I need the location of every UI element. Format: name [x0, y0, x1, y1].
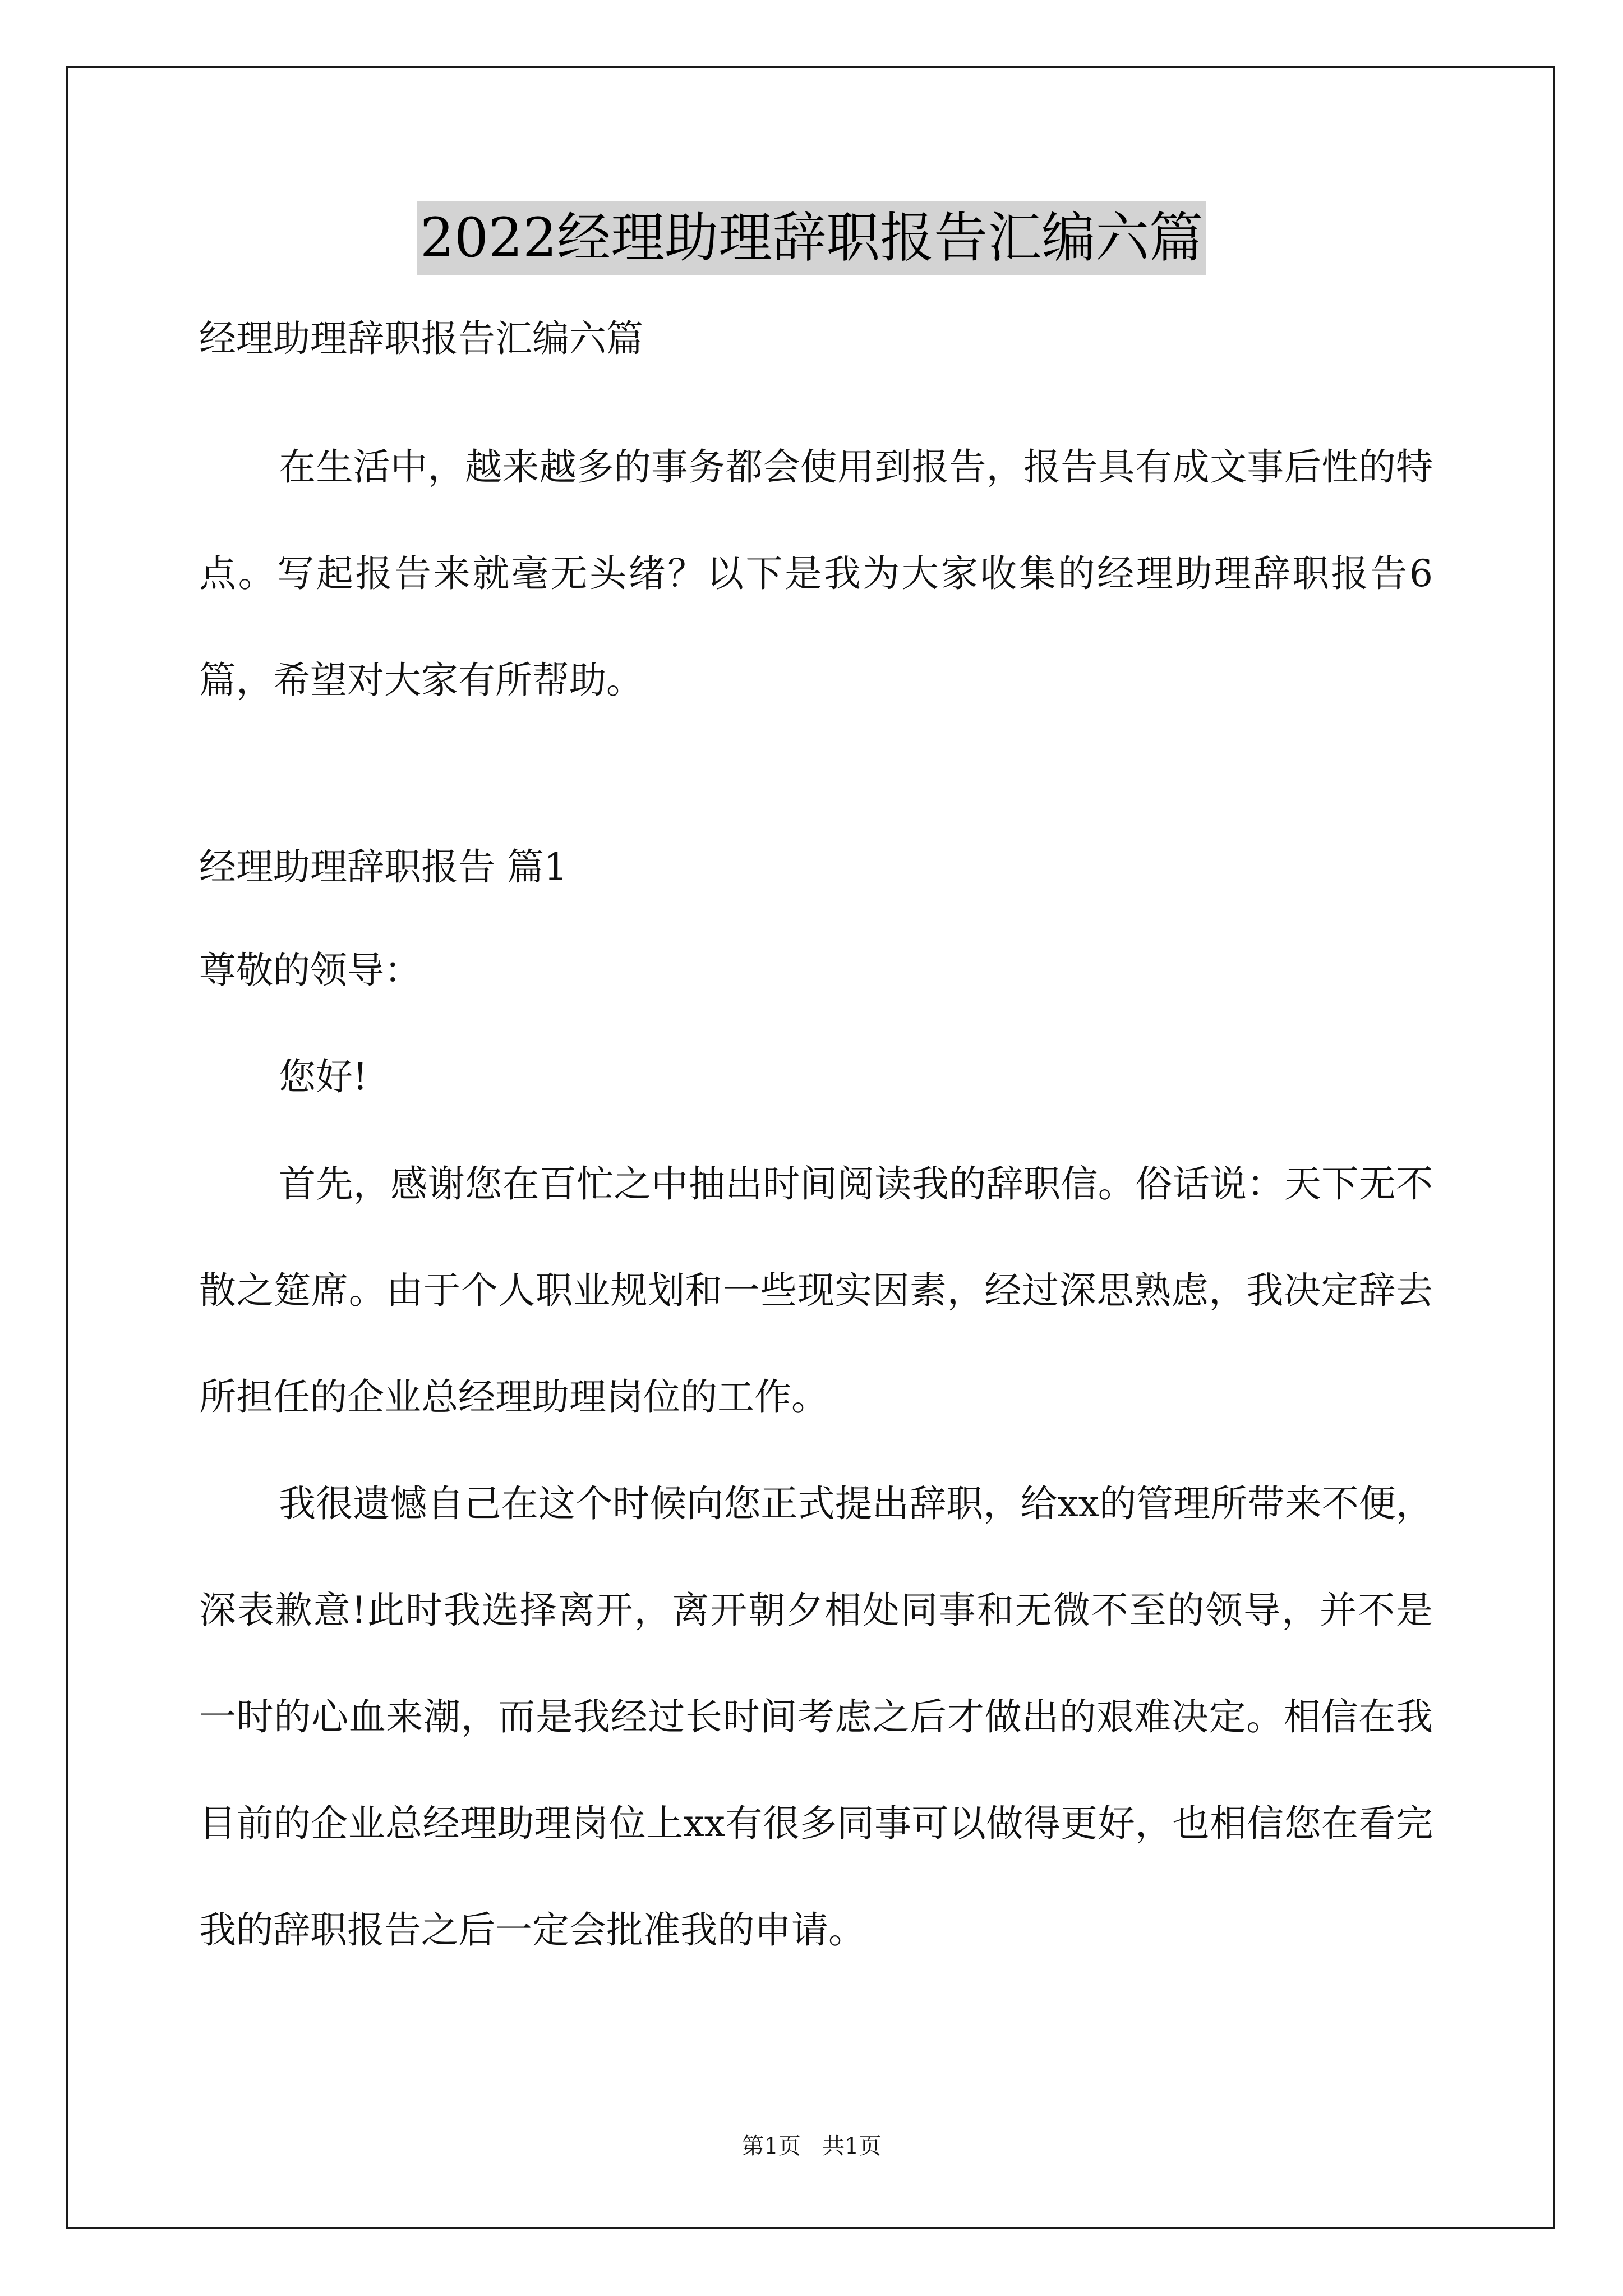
intro-paragraph: 在生活中，越来越多的事务都会使用到报告，报告具有成文事后性的特点。写起报告来就毫无头绪？以下是我为大家收集的经理助理辞职报告6篇，希望对大家有所帮助。 — [199, 445, 1433, 702]
body-paragraph-1: 首先，感谢您在百忙之中抽出时间阅读我的辞职信。俗话说：天下无不散之筵席。由于个人职业规划和一些现实因素，经过深思熟虑，我决定辞去所担任的企业总经理助理岗位的工作。 — [199, 1162, 1433, 1419]
salutation-line: 您好! — [279, 1055, 368, 1098]
body-paragraph-2: 我很遗憾自己在这个时候向您正式提出辞职，给xx的管理所带来不便，深表歉意!此时我选择离开，离开朝夕相处同事和无微不至的领导，并不是一时的心血来潮，而是我经过长时间考虑之后才做出的艰难决定。相信在我目前的企业总经理助理岗位上xx有很多同事可以做得更好，也相信您在看完我的辞职报告之后一定会批准我的申请。 — [199, 1482, 1433, 1952]
section-heading: 经理助理辞职报告 篇1 — [199, 845, 568, 889]
greeting-line: 尊敬的领导： — [199, 949, 421, 992]
document-title: 2022经理助理辞职报告汇编六篇 — [417, 201, 1206, 275]
document-body — [199, 312, 1433, 1984]
title-container — [0, 201, 1623, 275]
document-subtitle: 经理助理辞职报告汇编六篇 — [199, 317, 643, 360]
page-footer: 第1页 共1页 — [741, 2133, 882, 2159]
